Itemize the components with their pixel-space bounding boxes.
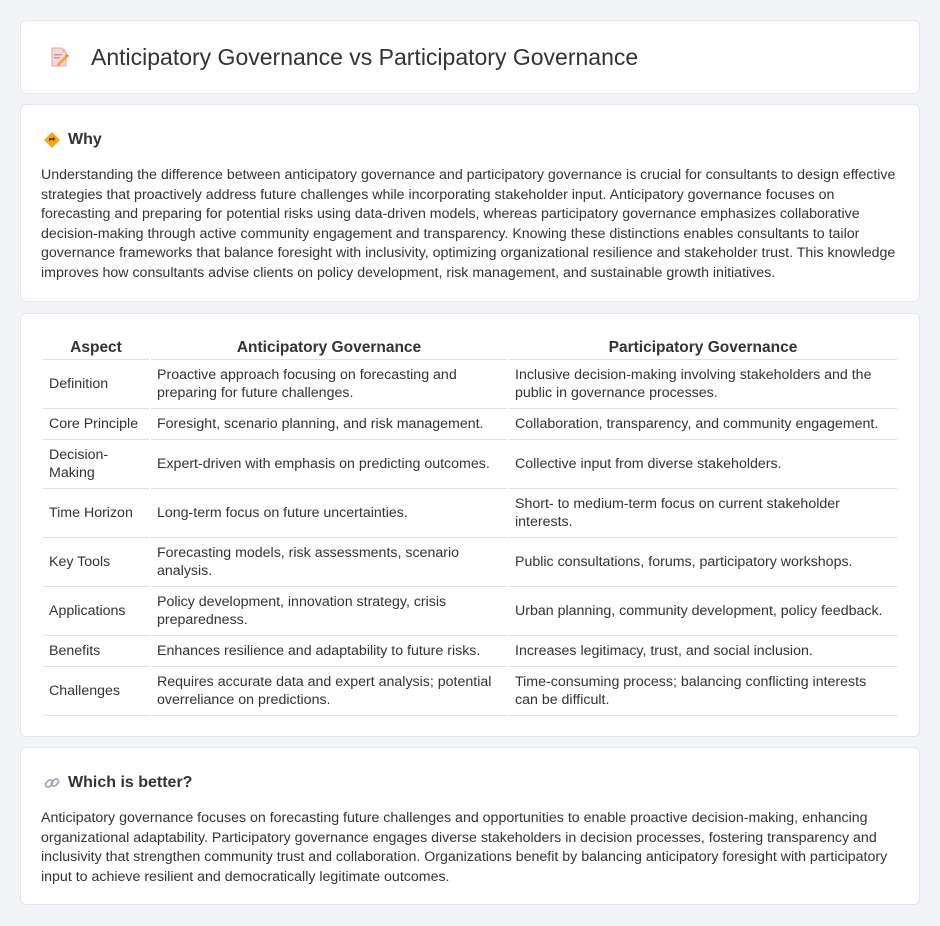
row-aspect: Benefits	[43, 636, 149, 667]
header-anticipatory: Anticipatory Governance	[151, 334, 507, 360]
row-anticipatory: Requires accurate data and expert analysis; potential overreliance on predictions.	[151, 667, 507, 716]
row-participatory: Inclusive decision-making involving stakeholders and the public in governance processes.	[509, 360, 897, 409]
table-row	[43, 636, 897, 667]
row-participatory: Short- to medium-term focus on current stakeholder interests.	[509, 489, 897, 538]
table-row	[43, 667, 897, 716]
which-better-title: Which is better?	[68, 774, 193, 791]
table-row	[43, 538, 897, 587]
page-title: Anticipatory Governance vs Participatory Governance	[91, 43, 639, 70]
row-aspect: Decision-Making	[43, 440, 149, 489]
comparison-card	[20, 313, 920, 737]
row-anticipatory: Proactive approach focusing on forecasting and preparing for future challenges.	[151, 360, 507, 409]
row-anticipatory: Forecasting models, risk assessments, scenario analysis.	[151, 538, 507, 587]
row-aspect: Definition	[43, 360, 149, 409]
table-row	[43, 360, 897, 409]
row-participatory: Collaboration, transparency, and community engagement.	[509, 409, 897, 440]
row-aspect: Core Principle	[43, 409, 149, 440]
row-participatory: Urban planning, community development, policy feedback.	[509, 587, 897, 636]
why-section	[20, 104, 920, 302]
row-participatory: Public consultations, forums, participatory workshops.	[509, 538, 897, 587]
why-title: Why	[68, 131, 102, 148]
diamond-direction-icon	[43, 131, 61, 149]
which-better-body: Anticipatory governance focuses on forecasting future challenges and opportunities to enable proactive decision-making, enhancing organizational adaptability. Participatory governance engages diverse stakeholders in decision processes, fostering transparency and inclusivity that strengthen community trust and collaboration. Organizations benefit by balancing anticipatory foresight with participatory input to achieve resilient and democratically legitimate outcomes.	[41, 810, 888, 885]
row-aspect: Challenges	[43, 667, 149, 716]
row-anticipatory: Expert-driven with emphasis on predicting outcomes.	[151, 440, 507, 489]
table-header-row	[43, 334, 897, 360]
row-aspect: Applications	[43, 587, 149, 636]
row-aspect: Key Tools	[43, 538, 149, 587]
header-aspect: Aspect	[43, 334, 149, 360]
row-anticipatory: Enhances resilience and adaptability to future risks.	[151, 636, 507, 667]
link-icon	[43, 774, 61, 792]
table-row	[43, 440, 897, 489]
row-anticipatory: Long-term focus on future uncertainties.	[151, 489, 507, 538]
table-row	[43, 587, 897, 636]
why-body: Understanding the difference between anticipatory governance and participatory governance is crucial for consultants to design effective strategies that proactively address future challenges while incorporating stakeholder input. Anticipatory governance focuses on forecasting and preparing for potential risks using data-driven models, whereas participatory governance emphasizes collaborative decision-making through active community engagement and transparency. Knowing these distinctions enables consultants to tailor governance frameworks that balance foresight with inclusivity, optimizing organizational resilience and stakeholder trust. This knowledge improves how consultants advise clients on policy development, risk management, and sustainable growth initiatives.	[41, 167, 896, 281]
header-participatory: Participatory Governance	[509, 334, 897, 360]
row-participatory: Increases legitimacy, trust, and social inclusion.	[509, 636, 897, 667]
row-participatory: Collective input from diverse stakeholders.	[509, 440, 897, 489]
row-aspect: Time Horizon	[43, 489, 149, 538]
which-better-section	[20, 747, 920, 905]
row-participatory: Time-consuming process; balancing conflicting interests can be difficult.	[509, 667, 897, 716]
row-anticipatory: Foresight, scenario planning, and risk management.	[151, 409, 507, 440]
table-row	[43, 489, 897, 538]
document-pencil-icon	[47, 45, 71, 69]
comparison-table	[41, 334, 899, 716]
header-card	[20, 20, 920, 94]
row-anticipatory: Policy development, innovation strategy, crisis preparedness.	[151, 587, 507, 636]
table-row	[43, 409, 897, 440]
